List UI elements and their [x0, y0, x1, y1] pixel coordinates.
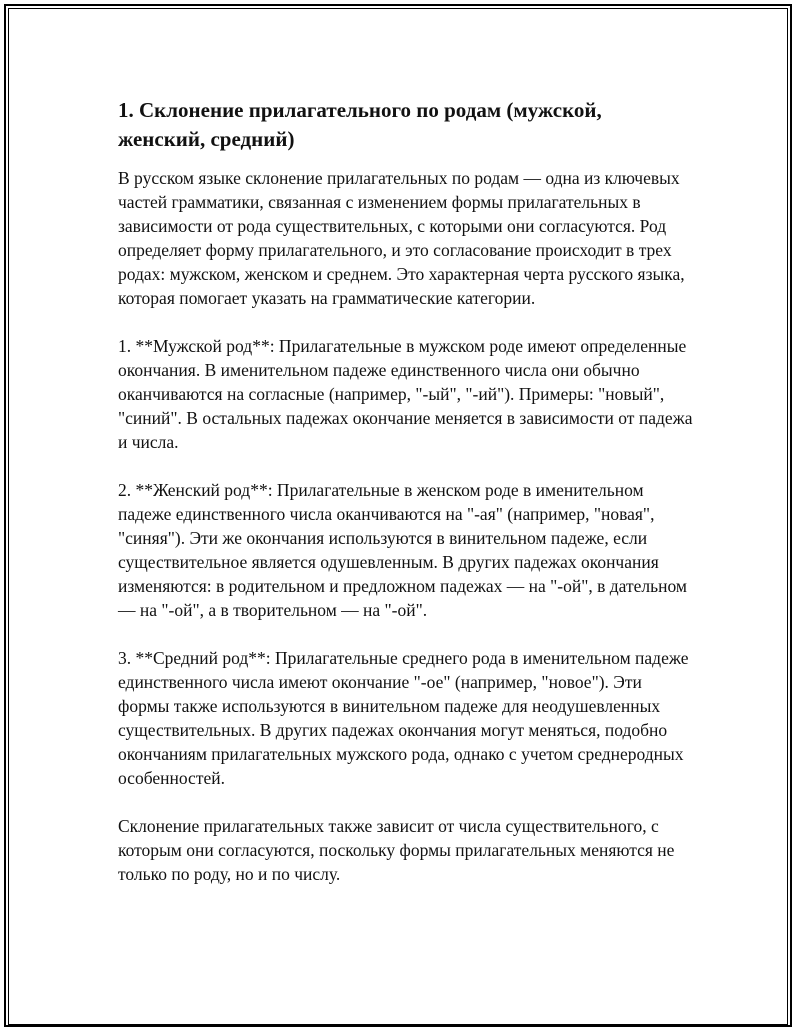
document-body: [118, 96, 693, 910]
conclusion-paragraph: Склонение прилагательных также зависит от числа существительного, с которым они согласуются, поскольку формы прилагательных меняются не только по роду, но и по числу.: [118, 816, 675, 884]
masculine-paragraph: 1. **Мужской род**: Прилагательные в мужском роде имеют определенные окончания. В именительном падеже единственного числа они обычно оканчиваются на согласные (например, "-ый", "-ий"). Примеры: "новый", "синий". В остальных падежах окончание меняется в зависимости от падежа и числа.: [118, 336, 693, 452]
feminine-paragraph: 2. **Женский род**: Прилагательные в женском роде в именительном падеже единственного числа оканчиваются на "-ая" (например, "новая", "синяя"). Эти же окончания используются в винительном падеже, если существительное является одушевленным. В других падежах окончания изменяются: в родительном и предложном падежах — на "-ой", в дательном — на "-ой", а в творительном — на "-ой".: [118, 480, 687, 620]
section-heading: 1. Склонение прилагательного по родам (мужской, женский, средний): [118, 98, 602, 151]
neuter-paragraph: 3. **Средний род**: Прилагательные среднего рода в именительном падеже единственного числа имеют окончание "-ое" (например, "новое"). Эти формы также используются в винительном падеже для неодушевленных существительных. В других падежах окончания могут меняться, подобно окончаниям прилагательных мужского рода, однако с учетом среднеродных особенностей.: [118, 648, 689, 788]
intro-paragraph: В русском языке склонение прилагательных по родам — одна из ключевых частей грамматики, связанная с изменением формы прилагательных в зависимости от рода существительных, с которыми они согласуются. Род определяет форму прилагательного, и это согласование происходит в трех родах: мужском, женском и среднем. Это характерная черта русского языка, которая помогает указать на грамматические категории.: [118, 168, 685, 308]
